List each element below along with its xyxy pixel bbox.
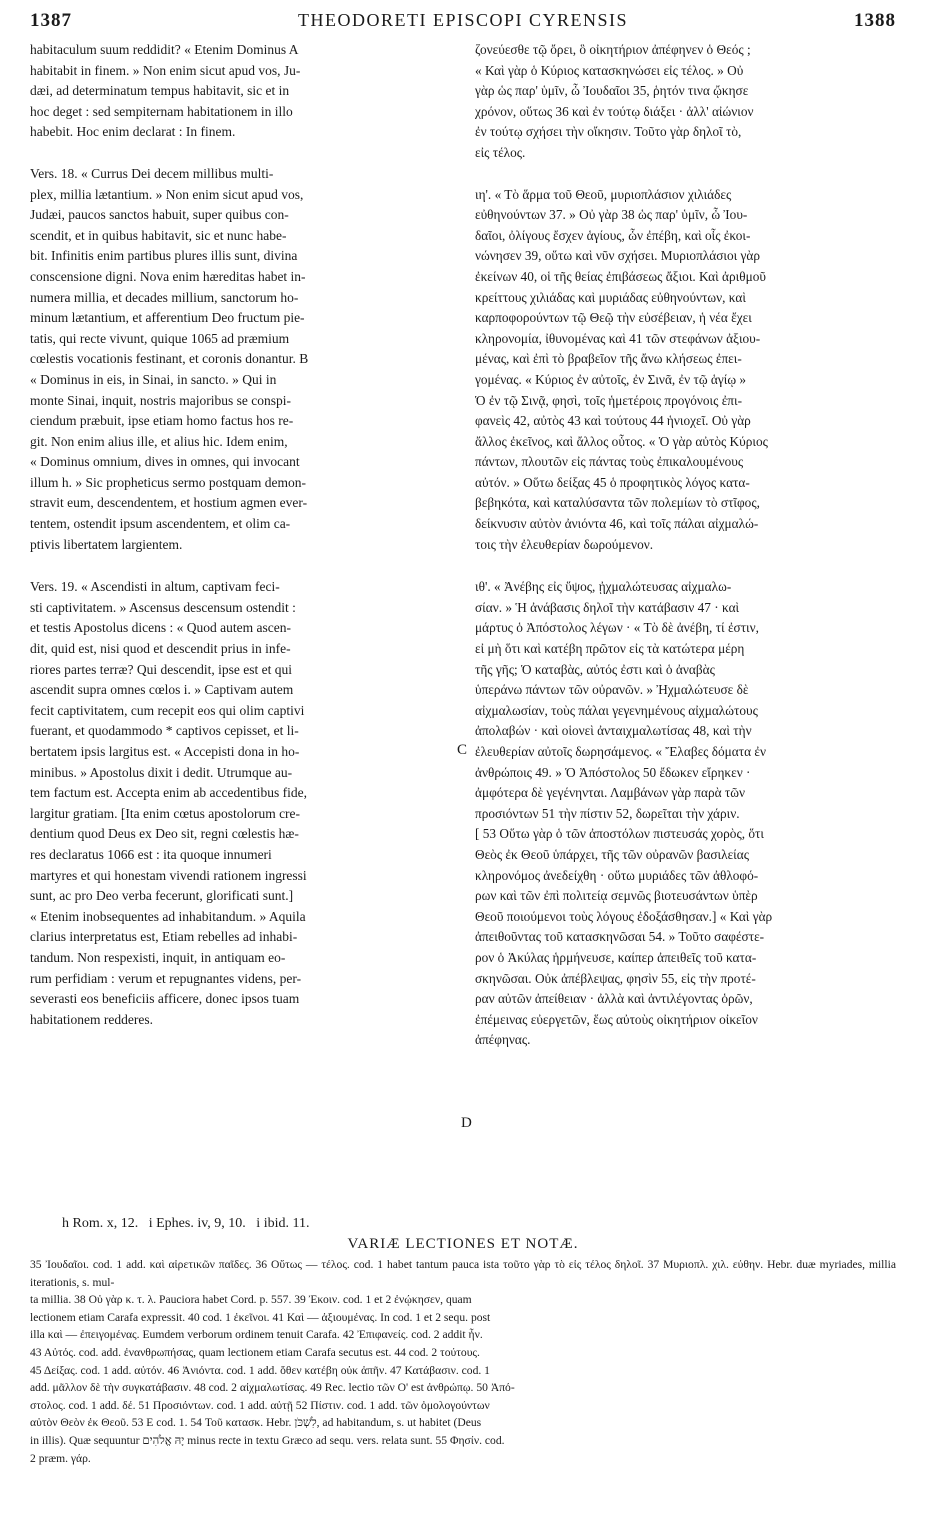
page-number-right: 1388 xyxy=(854,10,896,31)
greek-paragraph-2: ιη'. « Τὸ ἅρμα τοῦ Θεοῦ, μυριοπλάσιον χιλιάδες εὐθηνούντων 37. » Οὐ γὰρ 38 ὡς παρ' ὑμῖν, ὦ Ἰου- δαῖοι, ὀλίγους ἔσχεν ἁγίους, ὧν ἐπέβη, καὶ οἷς ἐκοι- νώνησεν 39, οὕτω καὶ νῦν σχήσει. Μυριοπλάσιοι γὰρ ἐκείνων 40, οἱ τῆς θείας ἐπιβάσεως ἄξιοι. Καὶ ἀριθμοῦ κρείττους χιλιάδας καὶ μυριάδας εὐθηνούντων, καὶ καρποφορούντων τῷ Θεῷ τὴν εὐσέβειαν, ἡ νέα ἔχει κληρονομία, ἰθυνομένας καὶ 41 τῶν στεφάνων ἀξιου- μένας, καὶ ἐπὶ τὸ βραβεῖον τῆς ἄνω κλήσεως ἐπει- γομένας. « Κύριος ἐν αὐτοῖς, ἐν Σινᾶ, ἐν τῷ ἁγίῳ » Ὁ ἐν τῷ Σινᾷ, φησὶ, τοῖς ἡμετέροις προγόνοις ἐπι- φανεὶς 42, αὐτὸς 43 καὶ τούτους 44 ἡνιοχεῖ. Οὐ γὰρ ἄλλος ἐκεῖνος, καὶ ἄλλος οὗτος. « Ὁ γὰρ αὐτὸς Κύριος πάντων, πλουτῶν εἰς πάντας τοὺς ἐπικαλουμένους αὐτόν. » Οὕτω δείξας 45 ὁ προφητικὸς λόγος κατα- βεβηκότα, καὶ καταλύσαντα τῶν πολεμίων τὸ στῖφος, δείκνυσιν αὐτὸν ἀνιόντα 46, καὶ τοῖς πάλαι αἰχμαλώ- τοις τὴν ἐλευθερίαν δωρούμενον. xyxy=(475,186,768,552)
page-number-left: 1387 xyxy=(30,10,72,31)
critical-notes-text: 35 Ἰουδαῖοι. cod. 1 add. καὶ αἱρετικῶν παῖδες. 36 Οὕτως — τέλος. cod. 1 habet tantum pauca ista τοῦτο γὰρ τὸ εἰς τέλος δηλοῖ. 37 Μυριοπλ. χιλ. εὐθην. Hebr. duæ myriades, millia iterationis, s. mul- ta millia. 38 Οὐ γὰρ κ. τ. λ. Pauciora habet Cord. p. 557. 39 Ἐκοιν. cod. 1 et 2 ἐνῴκησεν, quam lectionem etiam Carafa expressit. 40 cod. 1 ἐκεῖνοι. 41 Καὶ — ἀξιουμένας. In cod. 1 et 2 sequ. post illa καὶ — ἐπειγομένας. Eumdem verborum ordinem tenuit Carafa. 42 Ἐπιφανείς. cod. 2 addit ἦν. 43 Αὐτός. cod. add. ἐνανθρωπήσας, quam lectionem etiam Carafa secutus est. 44 cod. 2 τούτους. 45 Δείξας. cod. 1 add. αὐτόν. 46 Ἀνιόντα. cod. 1 add. ὅθεν κατέβη οὐκ ἀπῆν. 47 Κατάβασιν. cod. 1 add. μᾶλλον δὲ τὴν συγκατάβασιν. 48 cod. 2 αἰχμαλωτίσας. 49 Rec. lectio τῶν Ο' est ἀνθρώπῳ. 50 Ἀπό- στολος. cod. 1 add. δέ. 51 Προσιόντων. cod. 1 add. αὐτῇ 52 Πίστιν. cod. 1 add. τῶν ὁμολογούντων αὐτὸν Θεὸν ἐκ Θεοῦ. 53 E cod. 1. 54 Τοῦ κατασκ. Hebr. לִשְׁכֹּן, ad habitandum, s. ut habitet (Deus in illis). Quæ sequuntur יָהּ אֱלֹהִים minus recte in textu Græco ad sequ. vers. relata sunt. 55 Φησίν. cod. 2 præm. γάρ. xyxy=(30,1258,896,1465)
greek-paragraph-1: ζονεύεσθε τῷ ὄρει, ὃ οἰκητήριον ἀπέφηνεν ὁ Θεός ; « Καὶ γὰρ ὁ Κύριος κατασκηνώσει εἰς τέλος. » Οὐ γὰρ ὡς παρ' ὑμῖν, ὦ Ἰουδαῖοι 35, ῥητόν τινα ᾤκησε χρόνον, οὕτως 36 καὶ ἐν τούτῳ διάξει · ἀλλ' αἰώνιον ἐν τούτῳ σχήσει τὴν οἴκησιν. Τοῦτο γὰρ δηλοῖ τὸ, εἰς τέλος. xyxy=(475,42,754,160)
notes-title: VARIÆ LECTIONES ET NOTÆ. xyxy=(347,1236,579,1252)
page-header xyxy=(30,10,896,34)
latin-paragraph-2: Vers. 18. « Currus Dei decem millibus multi- plex, millia lætantium. » Non enim sicut apud vos, Judæi, paucos sanctos habuit, super quibus con- scendit, et in quibus habitavit, sic et nunc habe- bit. Infinitis enim partibus plures illis sunt, divina conscensione digni. Nova enim hæreditas habet in- numera millia, et decades millium, sanctorum ho- minum lætantium, et afferentium Deo fructum pie- tatis, qui recte vivunt, quique 1065 ad præmium cœlestis vocationis festinant, et coronis donantur. B « Dominus in eis, in Sinai, in sancto. » Qui in monte Sinai, inquit, nostris majoribus se conspi- ciendum præbuit, ipse etiam homo factus hos re- git. Non enim alius ille, et alius hic. Idem enim, « Dominus omnium, dives in omnes, qui invocant illum h. » Sic propheticus sermo postquam demon- stravit eum, descendentem, et hostium agmen ever- tentem, ostendit ipsum ascendentem, et olim ca- ptivis libertatem largientem. xyxy=(30,165,309,552)
footnote-references: h Rom. x, 12. i Ephes. iv, 9, 10. i ibid. 11. xyxy=(62,1216,310,1231)
greek-paragraph-3: ιθ'. « Ἀνέβης εἰς ὕψος, ᾐχμαλώτευσας αἰχμαλω- σίαν. » Ἡ ἀνάβασις δηλοῖ τὴν κατάβασιν 47 · καὶ μάρτυς ὁ Ἀπόστολος λέγων · « Τὸ δὲ ἀνέβη, τί ἐστιν, εἰ μὴ ὅτι καὶ κατέβη πρῶτον εἰς τὰ κατώτερα μέρη τῆς γῆς; Ὁ καταβὰς, αὐτός ἐστι καὶ ὁ ἀναβὰς ὑπεράνω πάντων τῶν οὐρανῶν. » Ἠχμαλώτευσε δὲ αἰχμαλωσίαν, τοὺς πάλαι γεγενημένους αἰχμαλώτους ἀπολαβών · καὶ οἱονεὶ ἀνταιχμαλωτίσας 48, καὶ τὴν ἐλευθερίαν αὐτοῖς δωρησάμενος. « Ἔλαβες δόματα ἐν ἀνθρώποις 49. » Ὁ Ἀπόστολος 50 ἔδωκεν εἴρηκεν · ἀμφότερα δὲ γεγένηνται. Λαμβάνων γὰρ παρὰ τῶν προσιόντων 51 τὴν πίστιν 52, δωρεῖται τὴν χάριν. [ 53 Οὕτω γὰρ ὁ τῶν ἀποστόλων πιστευσάς χορὸς, ὅτι Θεὸς ἐκ Θεοῦ ὑπάρχει, τῆς τῶν οὐρανῶν βασιλείας κληρονόμος ἀνεδείχθη · οὕτω μυριάδες τῶν ἀθλοφό- ρων καὶ τῶν ἐπὶ πολιτείᾳ σεμνῶς βιοτευσάντων ὑπὲρ Θεοῦ ποιούμενοι τοὺς λόγους ἐδοξάσθησαν.] « Καὶ γὰρ ἀπειθοῦντας τοῦ κατασκηνῶσαι 54. » Τοῦτο σαφέστε- ρον ὁ Ἀκύλας ἡρμήνευσε, καίπερ ἀπειθεῖς τοῦ κατα- σκηνῶσαι. Οὐκ ἀπέβλεψας, φησὶν 55, εἰς τὴν προτέ- ραν αὐτῶν ἀπείθειαν · ἀλλὰ καὶ ἀντιλέγοντας ὁρῶν, ἐπέμεινας εὐεργετῶν, ἕως αὐτοὺς οἰκητήριον οἰκεῖον ἀπέφηνας. xyxy=(475,579,773,1048)
latin-column xyxy=(30,40,458,1030)
margin-letter-d: D xyxy=(461,1115,472,1131)
margin-letter-c: C xyxy=(457,742,468,758)
running-title: THEODORETI EPISCOPI CYRENSIS xyxy=(297,10,629,30)
latin-paragraph-1: habitaculum suum reddidit? « Etenim Dominus A habitabit in finem. » Non enim sicut apud vos, Ju- dæi, ad determinatum tempus habitavit, sic et in hoc deget : sed sempiternam habitationem in illo habebit. Hoc enim declarat : In finem. xyxy=(30,42,301,140)
greek-column xyxy=(475,40,893,1051)
latin-paragraph-3: Vers. 19. « Ascendisti in altum, captivam feci- sti captivitatem. » Ascensus descensum ostendit : et testis Apostolus dicens : « Quod autem ascen- dit, quid est, nisi quod et descendit prius in infe- riores partes terræ? Qui descendit, ipse est et qui ascendit supra omnes cœlos i. » Captivam autem fecit captivitatem, cum recepit eos qui olim captivi fuerant, et quodammodo * captivos cepisset, et li- bertatem ipsis largitus est. « Accepisti dona in ho- minibus. » Apostolus dixit i dedit. Utrumque au- tem factum est. Accepta enim ab accedentibus fide, largitur gratiam. [Ita enim cœtus apostolorum cre- dentium quod Deus ex Deo sit, regni cœlestis hæ- res declaratus 1066 est : ita quoque innumeri martyres et qui honestam vivendi rationem ingressi sunt, ac pro Deo verba fecerunt, glorificati sunt.] « Etenim inobsequentes ad inhabitandum. » Aquila clarius interpretatus est, Etiam rebelles ad inhabi- tandum. Non respexisti, inquit, in antiquam eo- rum perfidiam : verum et repugnantes videns, per- severasti eos beneficiis afficere, donec ipsos tuam habitationem redderes. xyxy=(30,579,308,1027)
critical-notes xyxy=(30,1256,896,1467)
